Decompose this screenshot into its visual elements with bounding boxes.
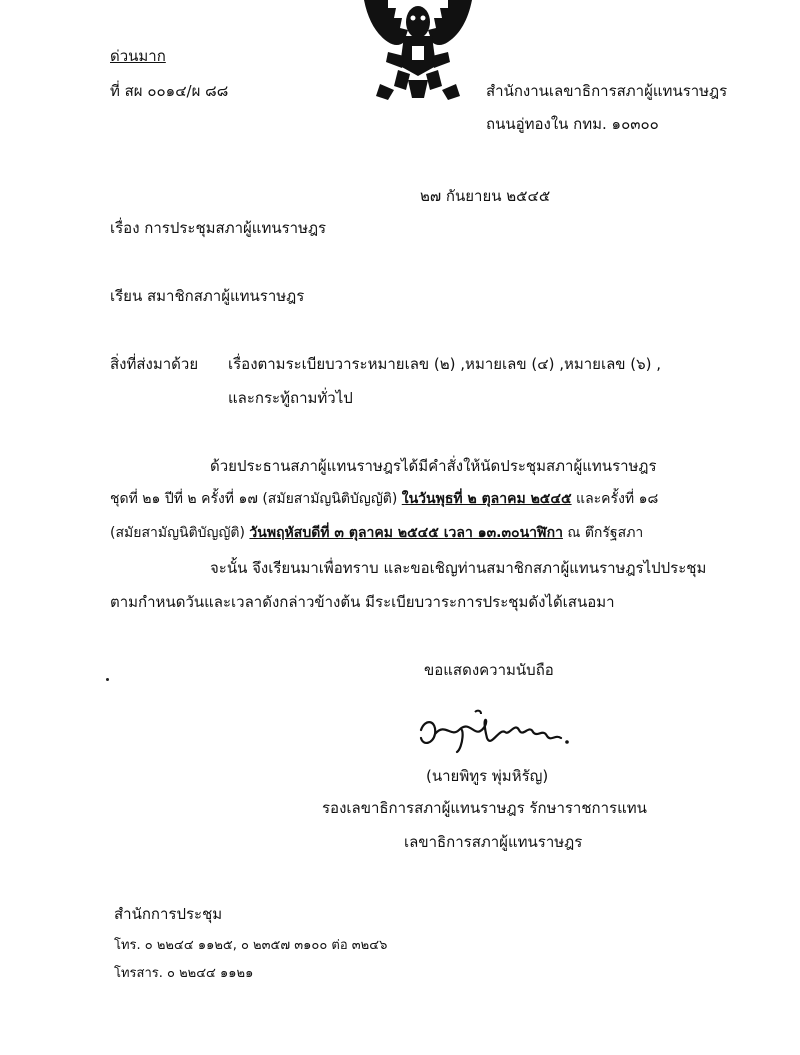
subject-line: เรื่อง การประชุมสภาผู้แทนราษฎร: [110, 219, 327, 237]
body-paragraph-2-line-2: ตามกำหนดวันและเวลาดังกล่าวข้างต้น มีระเบียบวาระการประชุมดังได้เสนอมา: [110, 593, 615, 611]
contact-phone: โทร. ๐ ๒๒๔๔ ๑๑๒๕, ๐ ๒๓๕๗ ๓๑๐๐ ต่อ ๓๒๔๖: [114, 938, 388, 953]
meeting-date-2: วันพฤหัสบดีที่ ๓ ตุลาคม ๒๕๔๕ เวลา ๑๓.๓๐นาฬิกา: [249, 525, 563, 541]
signer-position-2: เลขาธิการสภาผู้แทนราษฎร: [404, 833, 583, 851]
stray-mark: [106, 678, 109, 681]
enclosure-label: สิ่งที่ส่งมาด้วย: [110, 355, 199, 373]
session-info: ชุดที่ ๒๑ ปีที่ ๒ ครั้งที่ ๑๗ (สมัยสามัญนิติบัญญัติ): [110, 491, 402, 507]
reference-number: ที่ สผ ๐๐๑๔/ผ ๘๘: [110, 82, 229, 100]
handwritten-signature: [415, 708, 575, 758]
meeting-date-1: ในวันพุธที่ ๒ ตุลาคม ๒๕๔๕: [401, 491, 572, 507]
body-paragraph-1-line-2: [110, 488, 658, 510]
office-name: สำนักงานเลขาธิการสภาผู้แทนราษฎร: [486, 82, 728, 100]
urgency-label: ด่วนมาก: [110, 47, 166, 65]
office-address: ถนนอู่ทองใน กทม. ๑๐๓๐๐: [486, 115, 659, 133]
body-paragraph-1-line-3: [110, 522, 643, 544]
signer-position-1: รองเลขาธิการสภาผู้แทนราษฎร รักษาราชการแทน: [322, 799, 647, 817]
letter-date: ๒๗ กันยายน ๒๕๔๕: [420, 187, 551, 205]
enclosure-line-1: เรื่องตามระเบียบวาระหมายเลข (๒) ,หมายเลข (๔) ,หมายเลข (๖) ,: [228, 355, 662, 373]
session-type: (สมัยสามัญนิติบัญญัติ): [110, 525, 250, 541]
body-paragraph-1-line-1: ด้วยประธานสภาผู้แทนราษฎรได้มีคำสั่งให้นัดประชุมสภาผู้แทนราษฎร: [210, 457, 657, 475]
meeting-venue: ณ ตึกรัฐสภา: [562, 525, 644, 541]
signer-name: (นายพิทูร พุ่มหิรัญ): [426, 767, 549, 785]
body-paragraph-2-line-1: จะนั้น จึงเรียนมาเพื่อทราบ และขอเชิญท่านสมาชิกสภาผู้แทนราษฎรไปประชุม: [210, 559, 707, 577]
session-info-2: และครั้งที่ ๑๘: [571, 491, 659, 507]
enclosure-line-2: และกระทู้ถามทั่วไป: [228, 389, 353, 407]
addressee-line: เรียน สมาชิกสภาผู้แทนราษฎร: [110, 287, 305, 305]
garuda-emblem: [358, 0, 478, 106]
department-name: สำนักการประชุม: [114, 905, 223, 923]
contact-fax: โทรสาร. ๐ ๒๒๔๔ ๑๑๒๑: [114, 966, 254, 981]
closing-salutation: ขอแสดงความนับถือ: [424, 661, 554, 679]
